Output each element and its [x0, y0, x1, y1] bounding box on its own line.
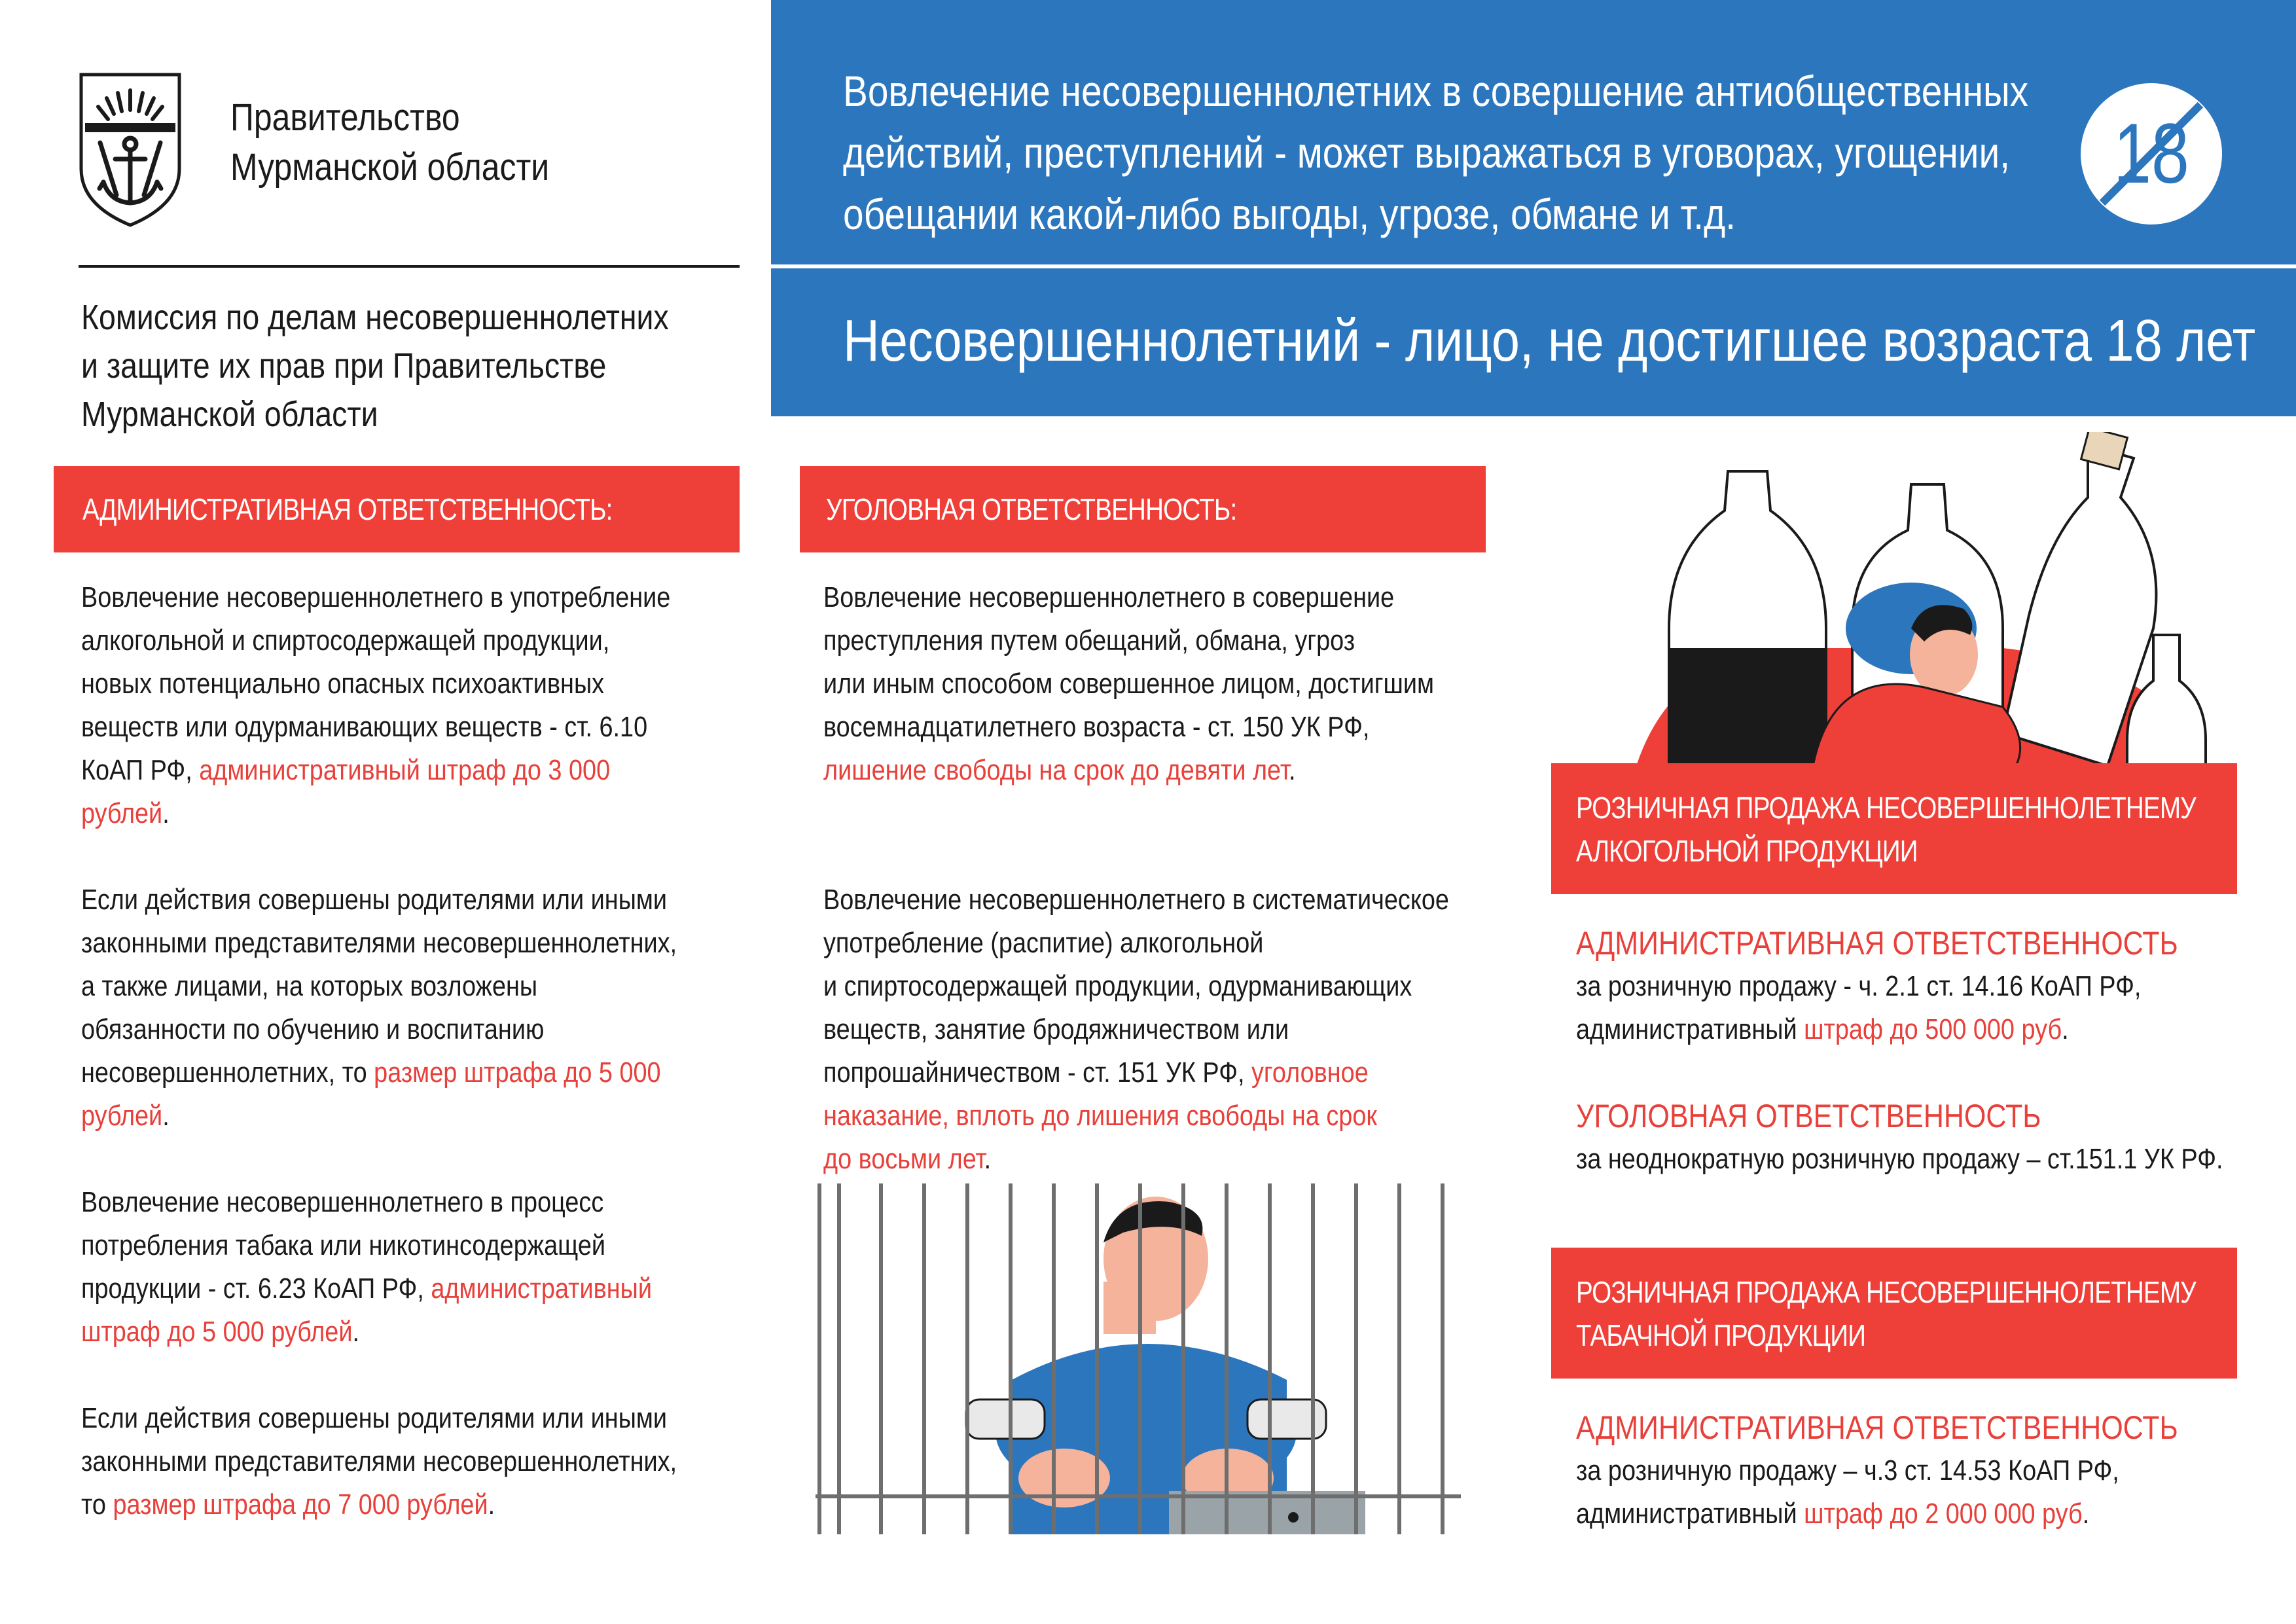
org-name-line1: Правительство	[230, 96, 460, 139]
text-line: Вовлечение несовершеннолетнего в употребление	[81, 581, 671, 613]
prisoner-illustration	[816, 1183, 1461, 1534]
retail-tobacco-heading-bar	[1551, 1248, 2237, 1379]
text-line: веществ или одурманивающих веществ - ст. 6.10	[81, 711, 648, 743]
text-line: до восьми лет.	[823, 1143, 992, 1175]
divider	[79, 265, 740, 268]
text-line: лишение свободы на срок до девяти лет.	[823, 754, 1296, 786]
coat-of-arms	[77, 71, 183, 229]
text-line: употребление (распитие) алкогольной	[823, 927, 1264, 959]
retail-tobacco-text	[1576, 1406, 2178, 1536]
text-line: Если действия совершены родителями или иными	[81, 884, 668, 916]
admin-heading-bar	[54, 466, 740, 552]
retail-alcohol-heading-line2: АЛКОГОЛЬНОЙ ПРОДУКЦИИ	[1576, 834, 1918, 868]
text-line: и спиртосодержащей продукции, одурманивающих	[823, 970, 1412, 1002]
age-restriction-badge	[2079, 81, 2224, 226]
text-line: административный штраф до 2 000 000 руб.	[1576, 1498, 2090, 1530]
bottles-illustration	[1636, 432, 2225, 766]
commission-line3: Мурманской области	[81, 395, 378, 434]
criminal-section-text	[823, 576, 1449, 1181]
info-banner	[771, 0, 2296, 416]
text-line: наказание, вплоть до лишения свободы на срок	[823, 1100, 1377, 1132]
emblem-icon	[77, 71, 183, 229]
criminal-heading-bar	[800, 466, 1486, 552]
text-line: обязанности по обучению и воспитанию	[81, 1013, 545, 1045]
retail-tobacco-heading-line1: РОЗНИЧНАЯ ПРОДАЖА НЕСОВЕРШЕННОЛЕТНЕМУ	[1576, 1275, 2196, 1309]
text-line: административный штраф до 500 000 руб.	[1576, 1013, 2069, 1045]
text-line: Вовлечение несовершеннолетнего в систематическое	[823, 884, 1449, 916]
text-line: восемнадцатилетнего возраста - ст. 150 УК РФ,	[823, 711, 1370, 743]
retail-tobacco-heading-line2: ТАБАЧНОЙ ПРОДУКЦИИ	[1576, 1318, 1866, 1352]
text-line: за розничную продажу - ч. 2.1 ст. 14.16 КоАП РФ,	[1576, 970, 2142, 1002]
text-line: рублей.	[81, 1100, 170, 1132]
text-line: попрошайничеством - ст. 151 УК РФ, уголовное	[823, 1056, 1369, 1089]
text-line: Вовлечение несовершеннолетнего в совершение	[823, 581, 1395, 613]
text-line: преступления путем обещаний, обмана, угроз	[823, 624, 1355, 657]
admin-heading: АДМИНИСТРАТИВНАЯ ОТВЕТСТВЕННОСТЬ:	[82, 492, 613, 526]
text-line: потребления табака или никотинсодержащей	[81, 1229, 606, 1261]
retail-tobacco-admin-title: АДМИНИСТРАТИВНАЯ ОТВЕТСТВЕННОСТЬ	[1576, 1409, 2178, 1446]
text-line: законными представителями несовершеннолетних,	[81, 1445, 677, 1477]
commission-line1: Комиссия по делам несовершеннолетних	[81, 298, 669, 337]
banner-line3: обещании какой-либо выгоды, угрозе, обмане и т.д.	[843, 190, 1736, 238]
retail-alcohol-admin-title: АДМИНИСТРАТИВНАЯ ОТВЕТСТВЕННОСТЬ	[1576, 925, 2178, 962]
text-line: штраф до 5 000 рублей.	[81, 1316, 359, 1348]
retail-alcohol-heading-line1: РОЗНИЧНАЯ ПРОДАЖА НЕСОВЕРШЕННОЛЕТНЕМУ	[1576, 791, 2196, 825]
retail-alcohol-text	[1576, 922, 2223, 1181]
text-line: Вовлечение несовершеннолетнего в процесс	[81, 1186, 604, 1218]
text-line: веществ, занятие бродяжничеством или	[823, 1013, 1289, 1045]
definition-text: Несовершеннолетний - лицо, не достигшее возраста 18 лет	[843, 308, 2256, 374]
retail-alcohol-crim-title: УГОЛОВНАЯ ОТВЕТСТВЕННОСТЬ	[1576, 1098, 2041, 1134]
text-line: новых потенциально опасных психоактивных	[81, 668, 605, 700]
commission-line2: и защите их прав при Правительстве	[81, 346, 607, 386]
text-line: то размер штрафа до 7 000 рублей.	[81, 1489, 495, 1521]
text-line: рублей.	[81, 797, 170, 829]
banner-line2: действий, преступлений - может выражаться в уговорах, угощении,	[843, 128, 2010, 177]
criminal-heading: УГОЛОВНАЯ ОТВЕТСТВЕННОСТЬ:	[826, 492, 1237, 526]
text-line: продукции - ст. 6.23 КоАП РФ, административный	[81, 1272, 652, 1305]
banner-divider	[771, 264, 2296, 268]
age-badge-text: 18	[2113, 105, 2189, 201]
text-line: законными представителями несовершеннолетних,	[81, 927, 677, 959]
banner-line1: Вовлечение несовершеннолетних в совершение антиобщественных	[843, 67, 2029, 115]
text-line: КоАП РФ, административный штраф до 3 000	[81, 754, 611, 786]
text-line: за розничную продажу – ч.3 ст. 14.53 КоАП РФ,	[1576, 1454, 2119, 1487]
text-line: а также лицами, на которых возложены	[81, 970, 538, 1002]
text-line: алкогольной и спиртосодержащей продукции,	[81, 624, 610, 657]
admin-section-text	[81, 576, 677, 1526]
org-name-line2: Мурманской области	[230, 146, 550, 189]
text-line: за неоднократную розничную продажу – ст.151.1 УК РФ.	[1576, 1143, 2223, 1175]
retail-alcohol-heading-bar	[1551, 763, 2237, 894]
text-line: или иным способом совершенное лицом, достигшим	[823, 668, 1435, 700]
text-line: Если действия совершены родителями или иными	[81, 1402, 668, 1434]
text-line: несовершеннолетних, то размер штрафа до 5 000	[81, 1056, 661, 1089]
